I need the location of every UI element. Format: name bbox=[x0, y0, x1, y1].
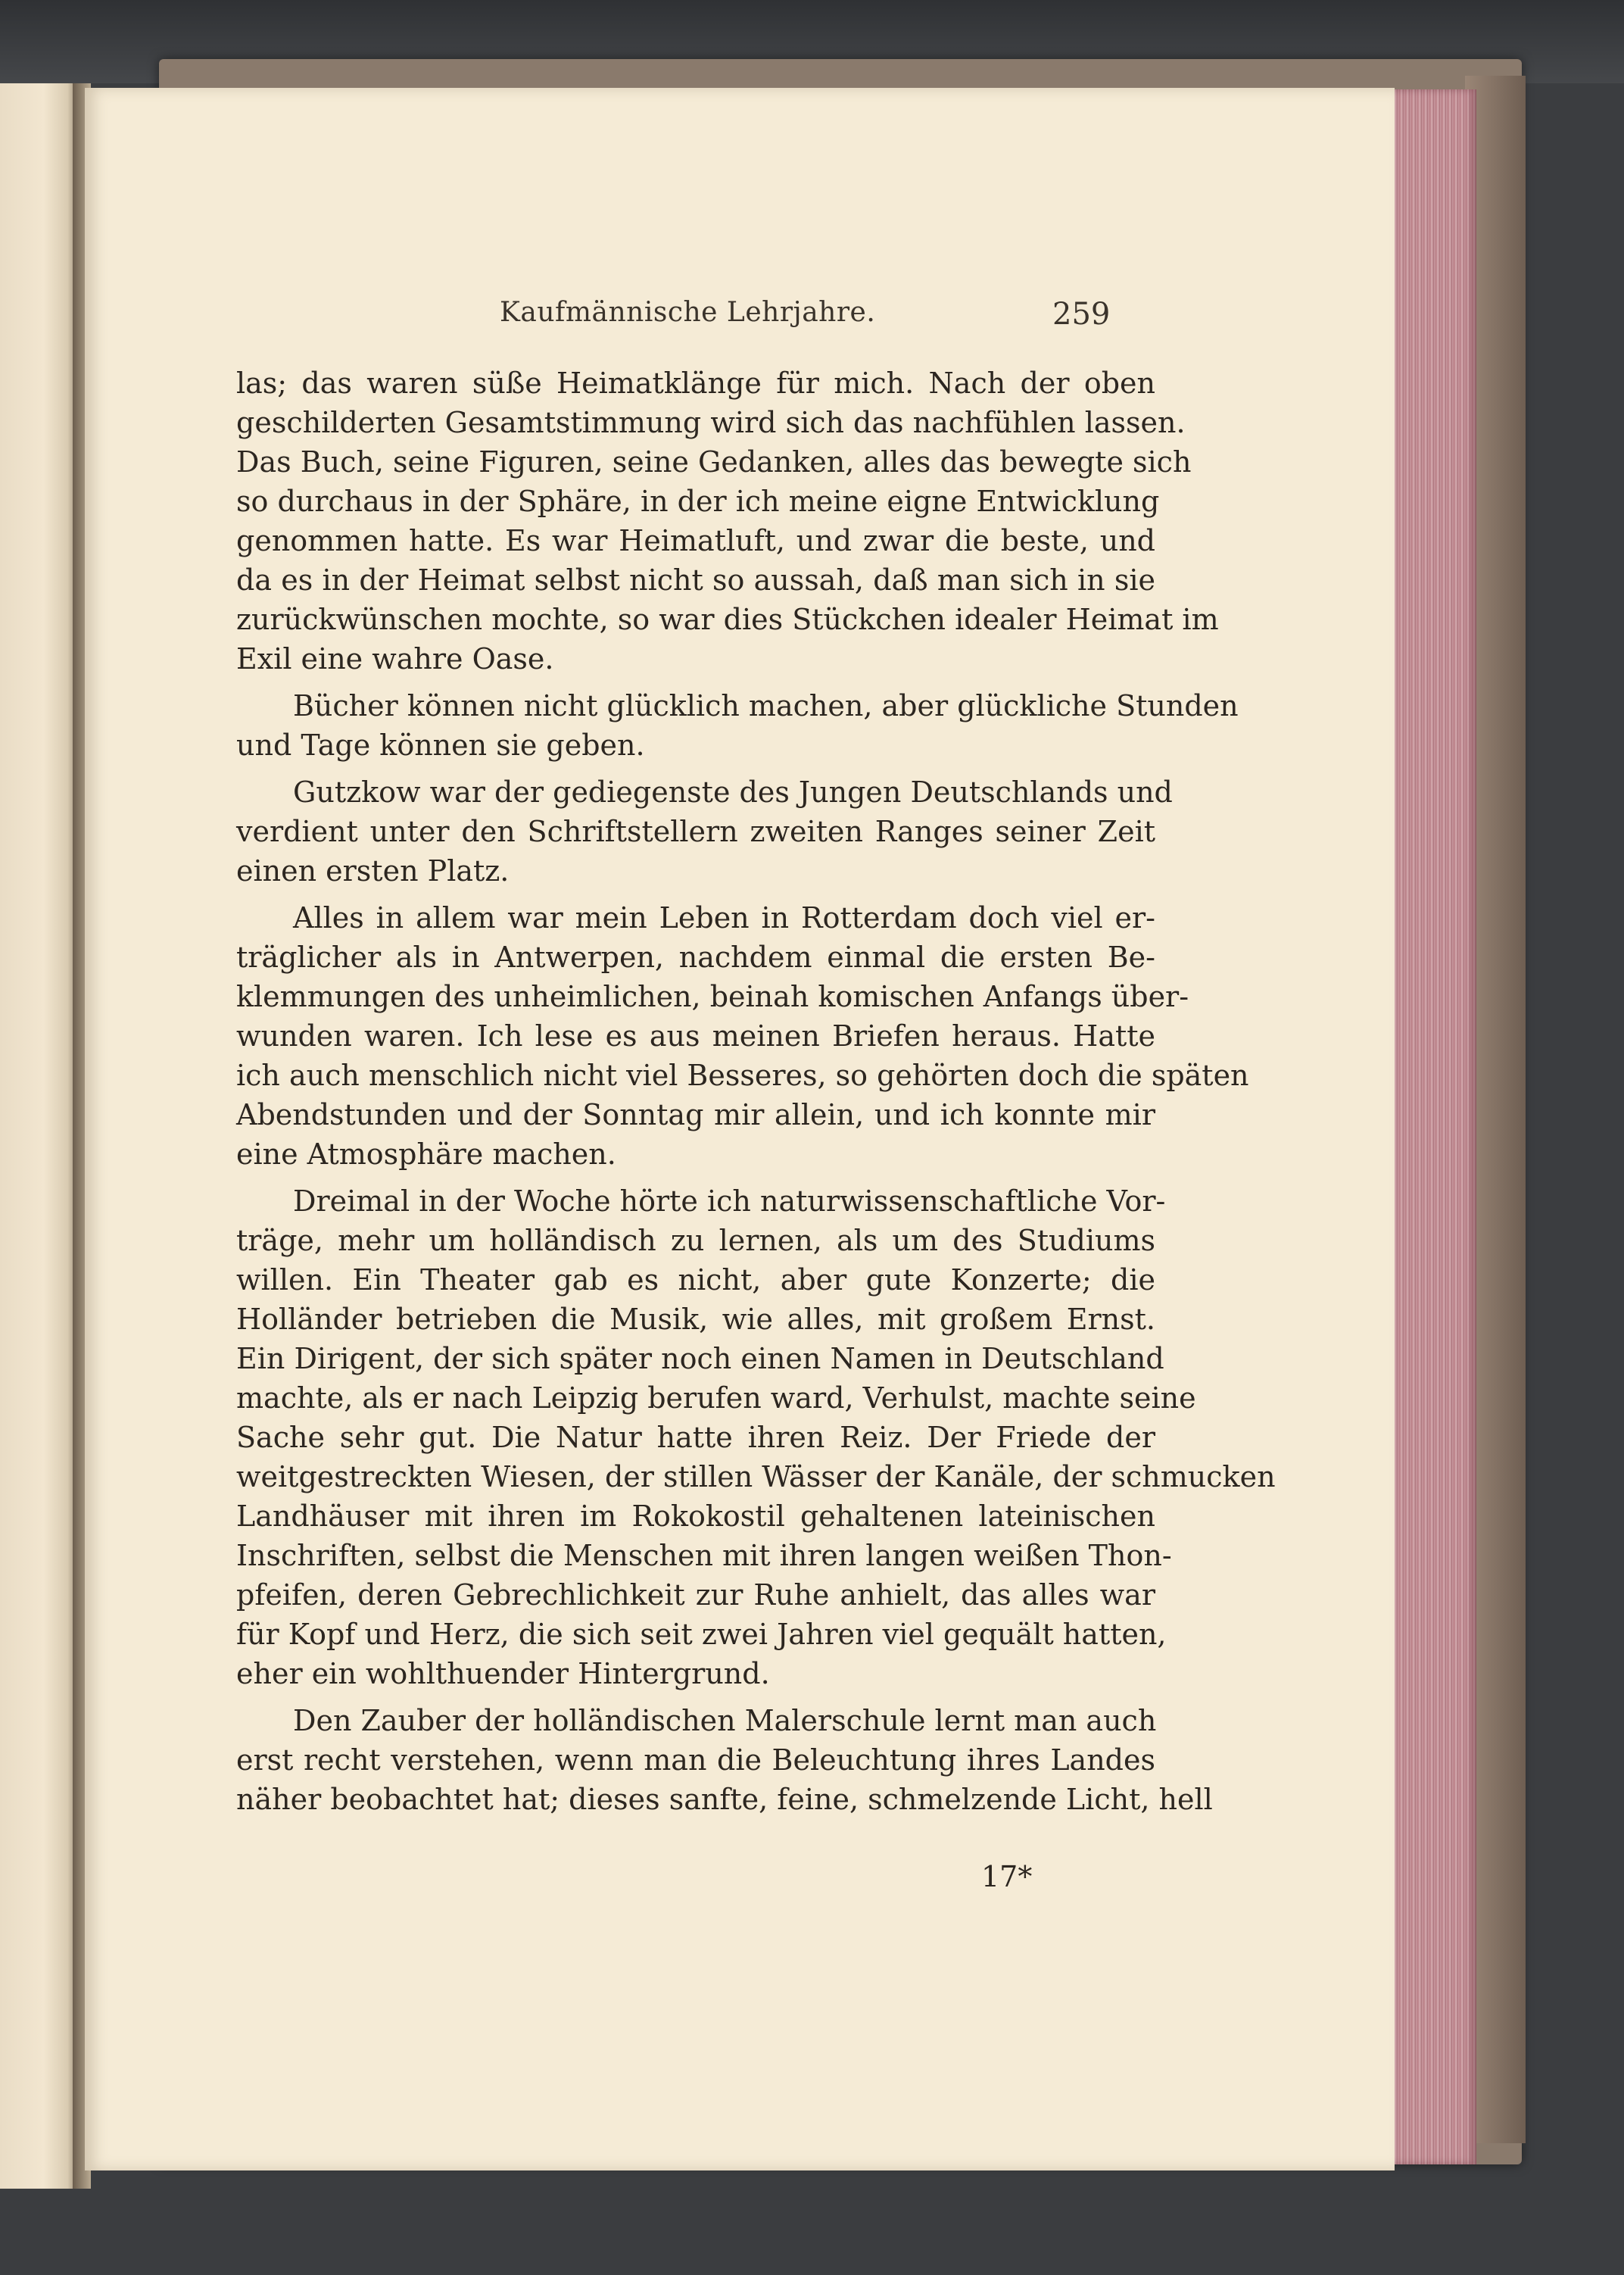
paragraph bbox=[236, 772, 1173, 891]
paragraph bbox=[236, 686, 1239, 765]
paragraph-gap bbox=[236, 1174, 1155, 1181]
text-line: eher ein wohlthuender Hintergrund. bbox=[236, 1657, 770, 1690]
text-line: machte, als er nach Leipzig berufen ward, Verhulst, machte seine bbox=[236, 1381, 1196, 1415]
text-line: Den Zauber der holländischen Malerschule lernt man auch bbox=[293, 1704, 1157, 1737]
text-line: Alles in allem war mein Leben in Rotterdam doch viel er- bbox=[293, 901, 1155, 935]
paragraph bbox=[236, 898, 1249, 1174]
text-line: Landhäuser mit ihren im Rokokostil gehaltenen lateinischen bbox=[236, 1500, 1155, 1533]
text-line: wunden waren. Ich lese es aus meinen Briefen heraus. Hatte bbox=[236, 1019, 1155, 1053]
text-line: erst recht verstehen, wenn man die Beleuchtung ihres Landes bbox=[236, 1743, 1155, 1777]
text-line: Gutzkow war der gediegenste des Jungen Deutschlands und bbox=[293, 775, 1173, 809]
paragraph bbox=[236, 364, 1219, 679]
running-head: Kaufmännische Lehrjahre. bbox=[500, 297, 876, 328]
page-edges bbox=[1386, 89, 1476, 2164]
left-page bbox=[0, 83, 79, 2189]
paragraph-gap bbox=[236, 679, 1155, 686]
text-line: las; das waren süße Heimatklänge für mich. Nach der oben bbox=[236, 367, 1155, 400]
text-line: näher beobachtet hat; dieses sanfte, feine, schmelzende Licht, hell bbox=[236, 1783, 1213, 1816]
text-line: geschilderten Gesamtstimmung wird sich das nachfühlen lassen. bbox=[236, 406, 1186, 439]
text-line: pfeifen, deren Gebrechlichkeit zur Ruhe anhielt, das alles war bbox=[236, 1578, 1155, 1612]
text-line: ich auch menschlich nicht viel Besseres, so gehörten doch die späten bbox=[236, 1059, 1249, 1092]
body-text bbox=[236, 364, 1276, 1819]
paragraph-gap bbox=[236, 1693, 1155, 1701]
text-line: klemmungen des unheimlichen, beinah komischen Anfangs über- bbox=[236, 980, 1189, 1013]
text-line: verdient unter den Schriftstellern zweiten Ranges seiner Zeit bbox=[236, 815, 1155, 848]
paragraph-gap bbox=[236, 765, 1155, 772]
text-line: Holländer betrieben die Musik, wie alles, mit großem Ernst. bbox=[236, 1303, 1155, 1336]
text-line: Sache sehr gut. Die Natur hatte ihren Reiz. Der Friede der bbox=[236, 1421, 1155, 1454]
text-line: Das Buch, seine Figuren, seine Gedanken, alles das bewegte sich bbox=[236, 445, 1192, 479]
text-line: träge, mehr um holländisch zu lernen, als um des Studiums bbox=[236, 1224, 1155, 1257]
text-line: eine Atmosphäre machen. bbox=[236, 1138, 616, 1171]
text-line: da es in der Heimat selbst nicht so aussah, daß man sich in sie bbox=[236, 563, 1155, 597]
text-line: Exil eine wahre Oase. bbox=[236, 642, 554, 676]
text-line: Inschriften, selbst die Menschen mit ihren langen weißen Thon- bbox=[236, 1539, 1172, 1572]
text-line: zurückwünschen mochte, so war dies Stückchen idealer Heimat im bbox=[236, 603, 1219, 636]
text-line: so durchaus in der Sphäre, in der ich meine eigne Entwicklung bbox=[236, 485, 1160, 518]
paragraph bbox=[236, 1701, 1213, 1819]
signature-mark: 17* bbox=[981, 1860, 1033, 1893]
text-line: einen ersten Platz. bbox=[236, 854, 510, 888]
text-line: willen. Ein Theater gab es nicht, aber gute Konzerte; die bbox=[236, 1263, 1155, 1297]
page-number: 259 bbox=[1052, 297, 1111, 332]
text-line: Dreimal in der Woche hörte ich naturwissenschaftliche Vor- bbox=[293, 1184, 1166, 1218]
text-line: Bücher können nicht glücklich machen, aber glückliche Stunden bbox=[293, 689, 1239, 722]
text-line: träglicher als in Antwerpen, nachdem einmal die ersten Be- bbox=[236, 941, 1155, 974]
paragraph-gap bbox=[236, 891, 1155, 898]
text-line: weitgestreckten Wiesen, der stillen Wässer der Kanäle, der schmucken bbox=[236, 1460, 1276, 1493]
text-line: für Kopf und Herz, die sich seit zwei Jahren viel gequält hatten, bbox=[236, 1618, 1167, 1651]
paragraph bbox=[236, 1181, 1276, 1693]
text-line: und Tage können sie geben. bbox=[236, 729, 645, 762]
text-line: Ein Dirigent, der sich später noch einen Namen in Deutschland bbox=[236, 1342, 1164, 1375]
text-line: Abendstunden und der Sonntag mir allein, und ich konnte mir bbox=[236, 1098, 1155, 1131]
text-line: genommen hatte. Es war Heimatluft, und zwar die beste, und bbox=[236, 524, 1155, 557]
